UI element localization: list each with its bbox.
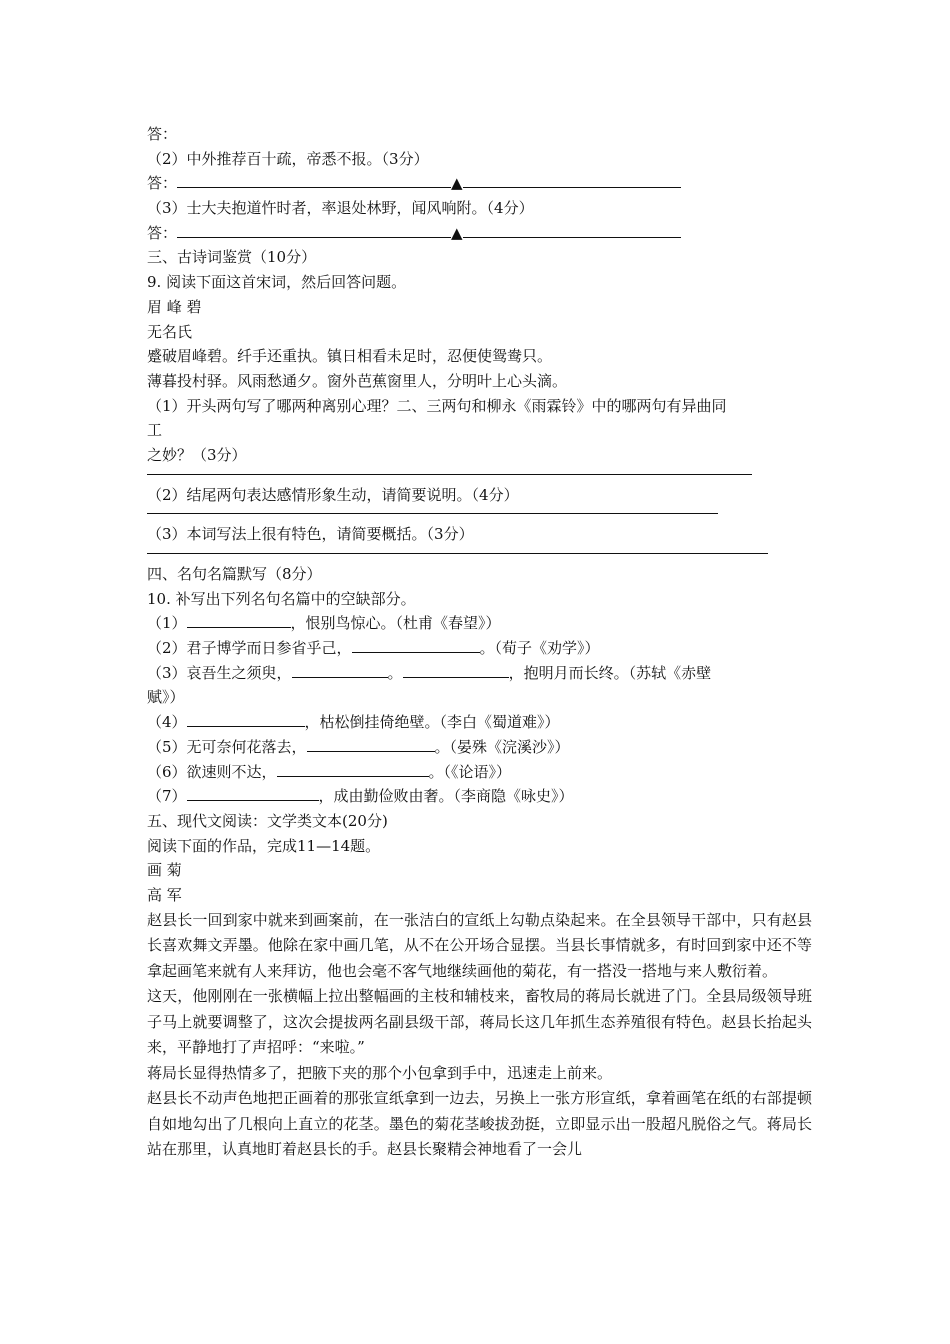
answer-blank[interactable] — [463, 173, 681, 188]
fill-blank[interactable] — [292, 663, 388, 678]
story-paragraph-1: 赵县长一回到家中就来到画案前，在一张洁白的宣纸上勾勒点染起来。在全县领导干部中，只有赵县长喜欢舞文弄墨。他除在家中画几笔，从不在公开场合显摆。当县长事情就多，有时回到家中还不等拿起画笔来就有人来拜访，他也会毫不客气地继续画他的菊花，有一搭没一搭地与来人敷衍着。 — [147, 910, 812, 980]
answer-rule[interactable] — [147, 513, 718, 514]
fill-blank[interactable] — [187, 786, 319, 801]
section-5-heading: 五、现代文阅读：文学类文本(20分) — [147, 811, 388, 830]
poem-line-2: 薄暮投村驿。风雨愁通夕。窗外芭蕉窗里人，分明叶上心头滴。 — [147, 371, 568, 390]
fill-blank[interactable] — [187, 613, 291, 628]
fill-item-7: （7） ，成由勤俭败由奢。（李商隐《咏史》） — [147, 787, 574, 806]
fill-item-6: （6）欲速则不达， 。（《论语》） — [147, 762, 512, 781]
story-body — [147, 908, 812, 1163]
document-page — [147, 122, 812, 1163]
question-9-2: （2）结尾两句表达感情形象生动，请简要说明。（4分） — [147, 485, 519, 504]
answer-line-8-2: 答： ▲ — [147, 171, 812, 196]
answer-label: 答： — [147, 125, 178, 143]
poem-title: 眉 峰 碧 — [147, 297, 202, 316]
section-4-heading: 四、名句名篇默写（8分） — [147, 565, 322, 583]
answer-line-8-3: 答： ▲ — [147, 221, 812, 246]
answer-blank[interactable] — [177, 173, 451, 188]
question-9-1-wrap: 工 — [147, 421, 163, 440]
question-9-intro: 9. 阅读下面这首宋词，然后回答问题。 — [147, 273, 407, 292]
answer-blank[interactable] — [463, 223, 681, 238]
story-title: 画 菊 — [147, 861, 182, 880]
story-paragraph-3: 蒋局长显得热情多了，把腋下夹的那个小包拿到手中，迅速走上前来。 — [147, 1063, 613, 1082]
fill-item-2: （2）君子博学而日参省乎己， 。（荀子《劝学》） — [147, 639, 600, 658]
question-8-2: （2）中外推荐百十疏，帝悉不报。（3分） — [147, 149, 429, 168]
fill-blank[interactable] — [403, 663, 509, 678]
story-author: 高 军 — [147, 885, 182, 904]
fill-blank[interactable] — [277, 762, 429, 777]
poem-line-1: 蹙破眉峰碧。纤手还重执。镇日相看未足时，忍便使鸳鸯只。 — [147, 347, 553, 366]
question-9-1-end: 之妙？（3分） — [147, 445, 247, 464]
fill-item-3-wrap: 赋》） — [147, 688, 185, 707]
story-paragraph-2: 这天，他刚刚在一张横幅上拉出整幅画的主枝和辅枝来，畜牧局的蒋局长就进了门。全县局级领导班子马上就要调整了，这次会提拔两名副县级干部，蒋局长这几年抓生态养殖很有特色。赵县长抬起头来，平静地打了声招呼：“来啦。” — [147, 987, 812, 1057]
section-3-heading: 三、古诗词鉴赏（10分） — [147, 248, 317, 267]
question-10-intro: 10. 补写出下列名句名篇中的空缺部分。 — [147, 589, 416, 608]
answer-rule[interactable] — [147, 553, 768, 554]
answer-blank[interactable] — [177, 223, 451, 238]
fill-item-4: （4） ，枯松倒挂倚绝壁。（李白《蜀道难》） — [147, 713, 560, 732]
triangle-marker-icon: ▲ — [451, 174, 463, 193]
section-5-intro: 阅读下面的作品，完成11—14题。 — [147, 836, 381, 855]
fill-item-5: （5）无可奈何花落去， 。（晏殊《浣溪沙》） — [147, 737, 570, 756]
fill-item-3: （3）哀吾生之须臾， 。 ，抱明月而长终。（苏轼《赤壁 — [147, 663, 712, 682]
question-8-3: （3）士大夫抱道忤时者，率退处林野，闻风响附。（4分） — [147, 199, 534, 218]
triangle-marker-icon: ▲ — [451, 223, 463, 242]
fill-blank[interactable] — [307, 737, 435, 752]
story-paragraph-4: 赵县长不动声色地把正画着的那张宣纸拿到一边去，另换上一张方形宣纸，拿着画笔在纸的右部提顿自如地勾出了几根向上直立的花茎。墨色的菊花茎峻拔劲挺，立即显示出一股超凡脱俗之气。蒋局长站在那里，认真地盯着赵县长的手。赵县长聚精会神地看了一会儿 — [147, 1089, 812, 1159]
question-9-3: （3）本词写法上很有特色，请简要概括。（3分） — [147, 525, 474, 544]
fill-blank[interactable] — [352, 638, 480, 653]
answer-rule[interactable] — [147, 474, 752, 475]
fill-blank[interactable] — [187, 712, 305, 727]
fill-item-1: （1） ，恨别鸟惊心。（杜甫《春望》） — [147, 614, 501, 633]
question-9-1: （1）开头两句写了哪两种离别心理？二、三两句和柳永《雨霖铃》中的哪两句有异曲同 — [147, 396, 727, 415]
poem-author: 无名氏 — [147, 322, 193, 341]
